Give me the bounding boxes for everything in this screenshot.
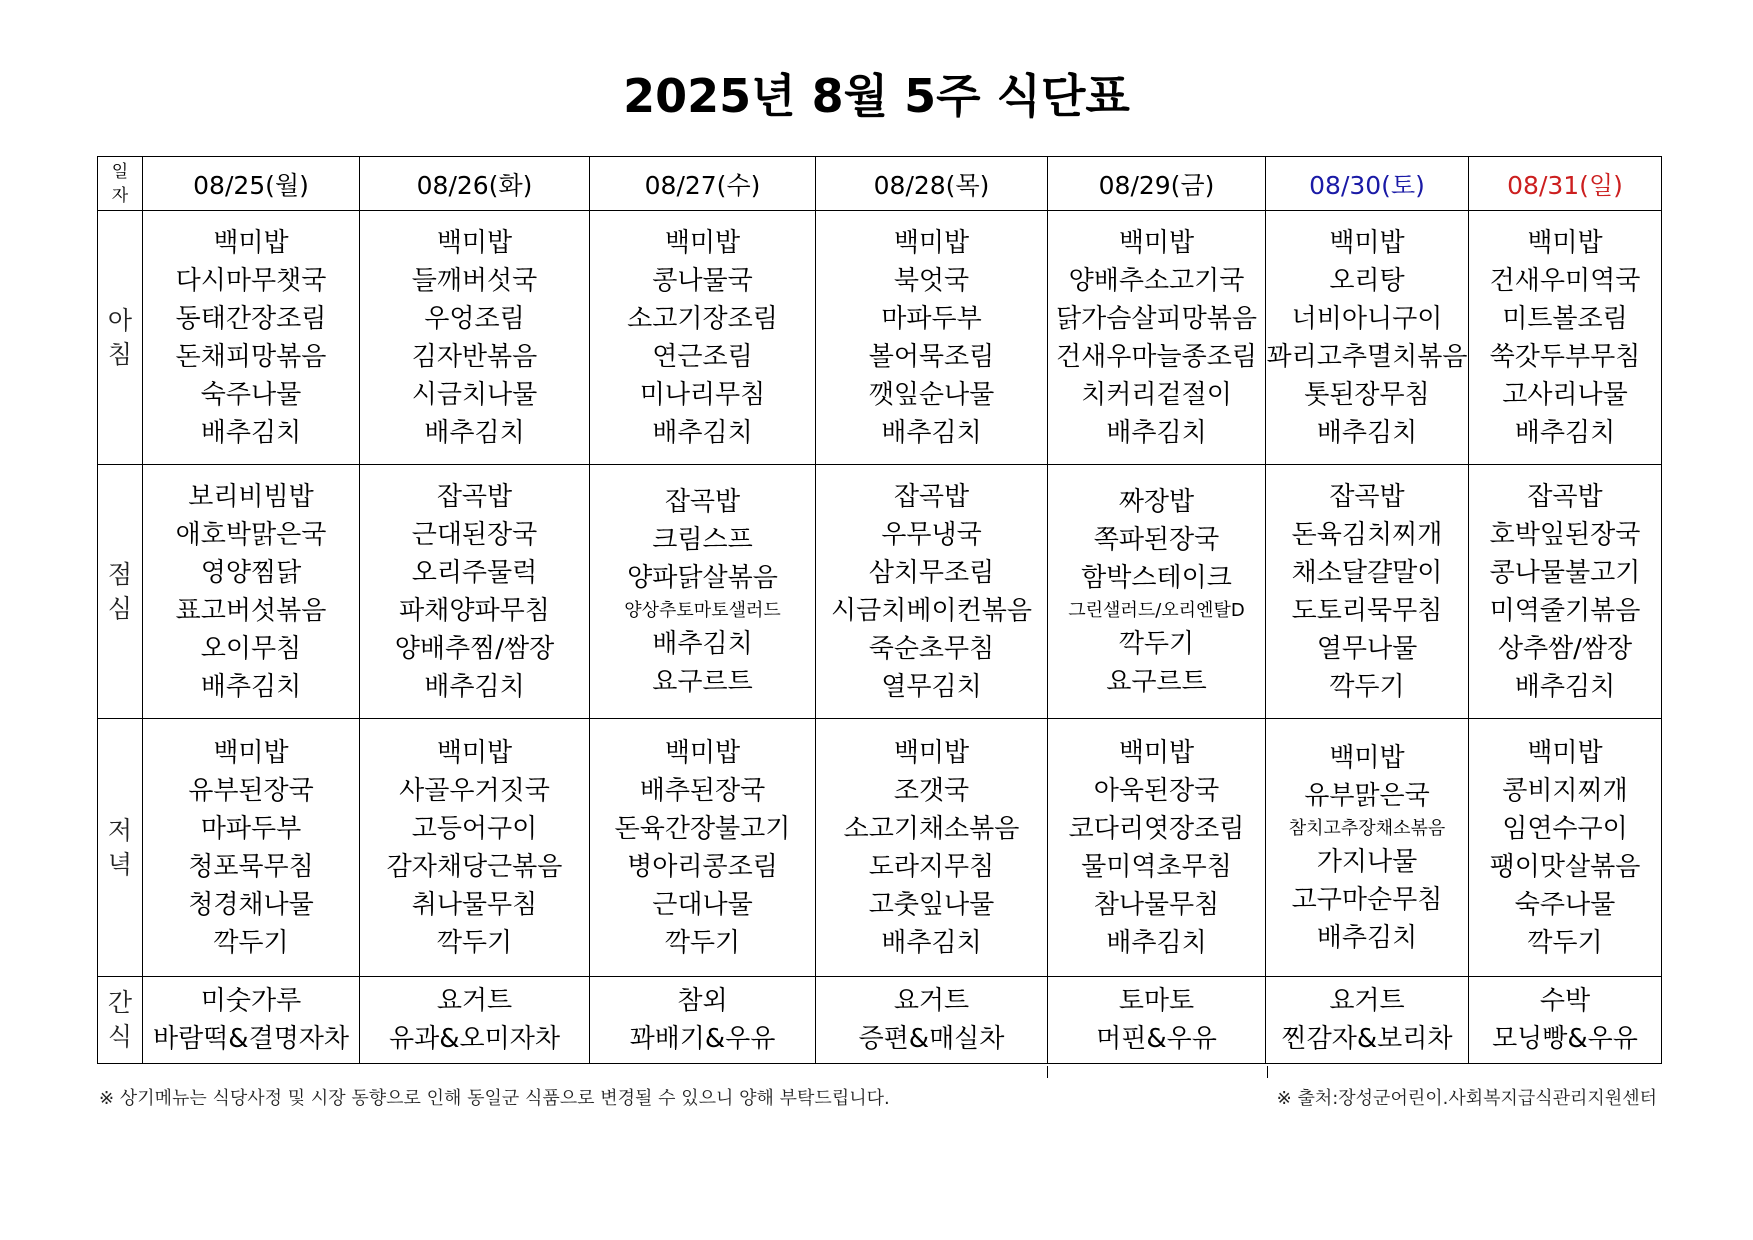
dish-item: 볼어묵조림 xyxy=(868,341,995,372)
snack-dish-list xyxy=(816,982,1047,1058)
dish-item: 마파두부 xyxy=(200,813,302,844)
dish-item: 참치고추장채소볶음 xyxy=(1288,817,1446,839)
dish-item: 동태간장조림 xyxy=(175,303,327,334)
lunch-cell-fri xyxy=(1048,465,1266,719)
dinner-dish-list xyxy=(816,734,1047,962)
dish-item: 참나물무침 xyxy=(1093,889,1220,920)
breakfast-dish-list xyxy=(143,224,359,452)
dish-item: 백미밥 xyxy=(1329,227,1405,258)
dish-item: 깻잎순나물 xyxy=(868,379,995,410)
dish-item: 고등어구이 xyxy=(411,813,538,844)
breakfast-dish-list xyxy=(816,224,1047,452)
dish-item: 물미역초무침 xyxy=(1081,851,1232,882)
breakfast-cell-sun xyxy=(1469,211,1662,465)
table-edge-tick xyxy=(1047,1066,1048,1078)
snack-item: 요거트 xyxy=(1329,986,1405,1016)
breakfast-label xyxy=(98,211,143,465)
dish-item: 소고기장조림 xyxy=(627,303,778,334)
dish-item: 콩나물불고기 xyxy=(1489,557,1641,588)
page-title: 2025년 8월 5주 식단표 xyxy=(623,69,1130,123)
dish-item: 돈육간장불고기 xyxy=(614,813,791,844)
snack-item: 모닝빵&우유 xyxy=(1492,1024,1638,1054)
snack-dish-list xyxy=(590,982,815,1058)
dish-item: 배추김치 xyxy=(652,417,753,448)
dish-item: 백미밥 xyxy=(1329,742,1405,773)
dish-item: 닭가슴살피망볶음 xyxy=(1056,303,1257,334)
lunch-cell-sat xyxy=(1266,465,1469,719)
dish-item: 백미밥 xyxy=(213,227,289,258)
dish-item: 표고버섯볶음 xyxy=(175,595,327,626)
dish-item: 시금치나물 xyxy=(411,379,538,410)
lunch-dish-list xyxy=(143,478,359,706)
dish-item: 미역줄기볶음 xyxy=(1489,595,1641,626)
dinner-dish-list xyxy=(1266,739,1468,957)
dish-item: 배추김치 xyxy=(1316,417,1418,448)
lunch-label-char: 심 xyxy=(107,593,133,623)
dish-item: 배추김치 xyxy=(200,417,302,448)
dish-item: 깍두기 xyxy=(664,927,741,958)
dish-item: 잡곡밥 xyxy=(893,481,970,512)
dish-item: 삼치무조림 xyxy=(868,557,995,588)
snack-cell-thu xyxy=(816,977,1048,1064)
dish-item: 호박잎된장국 xyxy=(1489,519,1641,550)
dinner-row xyxy=(98,719,1662,977)
dinner-dish-list xyxy=(1469,734,1661,962)
dish-item: 깍두기 xyxy=(1329,671,1405,702)
snack-label xyxy=(98,977,143,1064)
dish-item: 잡곡밥 xyxy=(664,486,741,517)
dish-item: 유부된장국 xyxy=(188,775,314,806)
dish-item: 오이무침 xyxy=(200,633,302,664)
snack-cell-sat xyxy=(1266,977,1469,1064)
breakfast-label-char: 침 xyxy=(107,339,133,369)
dinner-cell-sun xyxy=(1469,719,1662,977)
snack-item: 유과&오미자차 xyxy=(389,1024,560,1054)
dish-item: 백미밥 xyxy=(1118,737,1195,768)
lunch-cell-thu xyxy=(816,465,1048,719)
breakfast-label-char: 아 xyxy=(107,305,133,335)
dish-item: 그린샐러드/오리엔탈D xyxy=(1068,599,1245,621)
dish-item: 쑥갓두부무침 xyxy=(1489,341,1641,372)
lunch-dish-list xyxy=(360,478,589,706)
dish-item: 코다리엿장조림 xyxy=(1068,813,1245,844)
lunch-cell-sun xyxy=(1469,465,1662,719)
breakfast-cell-sat xyxy=(1266,211,1469,465)
table-edge-tick xyxy=(1267,1066,1268,1078)
snack-item: 요거트 xyxy=(436,986,513,1016)
dish-item: 깍두기 xyxy=(1118,628,1195,659)
dish-item: 배추김치 xyxy=(1514,417,1616,448)
dish-item: 건새우미역국 xyxy=(1489,265,1641,296)
lunch-dish-list xyxy=(1266,478,1468,706)
dish-item: 백미밥 xyxy=(1527,737,1603,768)
snack-item: 토마토 xyxy=(1118,986,1195,1016)
dish-item: 고사리나물 xyxy=(1502,379,1628,410)
snack-dish-list xyxy=(360,982,589,1058)
dish-item: 백미밥 xyxy=(664,737,741,768)
dish-item: 요구르트 xyxy=(652,666,753,697)
snack-cell-tue xyxy=(360,977,590,1064)
date-header-sat: 08/30(토) xyxy=(1266,157,1469,211)
dish-item: 오리탕 xyxy=(1329,265,1405,296)
dish-item: 파채양파무침 xyxy=(399,595,550,626)
snack-item: 꽈배기&우유 xyxy=(629,1024,776,1054)
breakfast-cell-fri xyxy=(1048,211,1266,465)
dish-item: 고구마순무침 xyxy=(1291,884,1443,915)
meal-plan-table xyxy=(97,156,1662,1064)
dish-item: 미트볼조림 xyxy=(1502,303,1628,334)
dish-item: 열무나물 xyxy=(1316,633,1418,664)
dish-item: 백미밥 xyxy=(1527,227,1603,258)
lunch-dish-list xyxy=(816,478,1047,706)
corner-char-2: 자 xyxy=(111,185,129,206)
dish-item: 근대나물 xyxy=(652,889,753,920)
dish-item: 깍두기 xyxy=(436,927,513,958)
dish-item: 톳된장무침 xyxy=(1304,379,1430,410)
dish-item: 도토리묵무침 xyxy=(1291,595,1443,626)
dish-item: 양배추소고기국 xyxy=(1068,265,1245,296)
dish-item: 배추김치 xyxy=(1106,927,1207,958)
dish-item: 가지나물 xyxy=(1316,846,1418,877)
dish-item: 돈채피망볶음 xyxy=(175,341,327,372)
dish-item: 죽순초무침 xyxy=(868,633,995,664)
dish-item: 함박스테이크 xyxy=(1081,562,1232,593)
dish-item: 취나물무침 xyxy=(411,889,538,920)
dish-item: 사골우거짓국 xyxy=(399,775,550,806)
breakfast-dish-list xyxy=(590,224,815,452)
snack-item: 요거트 xyxy=(893,986,970,1016)
dish-item: 백미밥 xyxy=(893,227,970,258)
dish-item: 청포묵무침 xyxy=(188,851,314,882)
dish-item: 잡곡밥 xyxy=(1329,481,1405,512)
dish-item: 양상추토마토샐러드 xyxy=(624,599,781,621)
snack-item: 증편&매실차 xyxy=(858,1024,1005,1054)
header-row xyxy=(98,157,1662,211)
date-header-wed: 08/27(수) xyxy=(590,157,816,211)
dish-item: 백미밥 xyxy=(664,227,741,258)
dish-item: 팽이맛살볶음 xyxy=(1489,851,1641,882)
dinner-cell-thu xyxy=(816,719,1048,977)
dish-item: 치커리겉절이 xyxy=(1081,379,1232,410)
dish-item: 배추김치 xyxy=(1316,922,1418,953)
lunch-cell-tue xyxy=(360,465,590,719)
breakfast-cell-thu xyxy=(816,211,1048,465)
dish-item: 너비아니구이 xyxy=(1291,303,1443,334)
dish-item: 연근조림 xyxy=(652,341,753,372)
dinner-label xyxy=(98,719,143,977)
dish-item: 깍두기 xyxy=(1527,927,1603,958)
snack-item: 참외 xyxy=(677,986,728,1016)
dish-item: 미나리무침 xyxy=(639,379,766,410)
lunch-dish-list xyxy=(1469,478,1661,706)
dish-item: 열무김치 xyxy=(881,671,982,702)
dinner-cell-tue xyxy=(360,719,590,977)
lunch-cell-wed xyxy=(590,465,816,719)
snack-item: 수박 xyxy=(1539,986,1591,1016)
dish-item: 근대된장국 xyxy=(411,519,538,550)
snack-row xyxy=(98,977,1662,1064)
dish-item: 크림스프 xyxy=(652,524,753,555)
dish-item: 건새우마늘종조림 xyxy=(1056,341,1257,372)
breakfast-cell-wed xyxy=(590,211,816,465)
breakfast-row xyxy=(98,211,1662,465)
dish-item: 백미밥 xyxy=(436,227,513,258)
lunch-cell-mon xyxy=(143,465,360,719)
dish-item: 청경채나물 xyxy=(188,889,314,920)
dish-item: 영양찜닭 xyxy=(200,557,302,588)
dish-item: 애호박맑은국 xyxy=(175,519,327,550)
dish-item: 쪽파된장국 xyxy=(1093,524,1220,555)
dinner-cell-mon xyxy=(143,719,360,977)
dish-item: 시금치베이컨볶음 xyxy=(831,595,1032,626)
dish-item: 도라지무침 xyxy=(868,851,995,882)
date-header-thu: 08/28(목) xyxy=(816,157,1048,211)
date-header-sun: 08/31(일) xyxy=(1469,157,1662,211)
menu-change-notice: ※ 상기메뉴는 식당사정 및 시장 동향으로 인해 동일군 식품으로 변경될 수 있으니 양해 부탁드립니다. xyxy=(99,1088,890,1109)
dish-item: 배추김치 xyxy=(881,417,982,448)
dish-item: 아욱된장국 xyxy=(1093,775,1220,806)
dish-item: 배추김치 xyxy=(424,671,525,702)
dish-item: 짜장밥 xyxy=(1118,486,1195,517)
dish-item: 숙주나물 xyxy=(1514,889,1616,920)
snack-label-char: 식 xyxy=(107,1022,133,1051)
snack-dish-list xyxy=(1048,982,1265,1058)
dish-item: 김자반볶음 xyxy=(411,341,538,372)
dish-item: 배추김치 xyxy=(1106,417,1207,448)
dish-item: 콩나물국 xyxy=(652,265,753,296)
dish-item: 다시마무챗국 xyxy=(175,265,327,296)
source-note: ※ 출처:장성군어린이.사회복지급식관리지원센터 xyxy=(1276,1088,1657,1109)
dish-item: 깍두기 xyxy=(213,927,289,958)
date-header-tue: 08/26(화) xyxy=(360,157,590,211)
date-header-fri: 08/29(금) xyxy=(1048,157,1266,211)
snack-item: 미숫가루 xyxy=(200,986,302,1016)
lunch-label xyxy=(98,465,143,719)
snack-label-char: 간 xyxy=(107,988,133,1017)
dish-item: 숙주나물 xyxy=(200,379,302,410)
dinner-dish-list xyxy=(590,734,815,962)
lunch-row xyxy=(98,465,1662,719)
snack-item: 찐감자&보리차 xyxy=(1281,1024,1453,1054)
snack-cell-fri xyxy=(1048,977,1266,1064)
dish-item: 배추김치 xyxy=(1514,671,1616,702)
dish-item: 양배추찜/쌈장 xyxy=(394,633,555,664)
dish-item: 우엉조림 xyxy=(424,303,525,334)
breakfast-dish-list xyxy=(1469,224,1661,452)
dish-item: 마파두부 xyxy=(881,303,982,334)
breakfast-cell-mon xyxy=(143,211,360,465)
lunch-label-char: 점 xyxy=(107,559,133,589)
dish-item: 콩비지찌개 xyxy=(1502,775,1628,806)
snack-cell-sun xyxy=(1469,977,1662,1064)
dish-item: 북엇국 xyxy=(893,265,970,296)
dish-item: 고춧잎나물 xyxy=(868,889,995,920)
lunch-dish-list xyxy=(590,483,815,701)
dish-item: 돈육김치찌개 xyxy=(1291,519,1443,550)
breakfast-dish-list xyxy=(1048,224,1265,452)
dish-item: 잡곡밥 xyxy=(1527,481,1603,512)
snack-cell-mon xyxy=(143,977,360,1064)
dinner-dish-list xyxy=(143,734,359,962)
dish-item: 요구르트 xyxy=(1106,666,1207,697)
dish-item: 잡곡밥 xyxy=(436,481,513,512)
snack-dish-list xyxy=(1469,982,1661,1058)
dish-item: 배추김치 xyxy=(652,628,753,659)
dish-item: 보리비빔밥 xyxy=(188,481,314,512)
breakfast-dish-list xyxy=(1266,224,1468,452)
dish-item: 백미밥 xyxy=(893,737,970,768)
dish-item: 상추쌈/쌈장 xyxy=(1497,633,1633,664)
dish-item: 들깨버섯국 xyxy=(411,265,538,296)
dish-item: 임연수구이 xyxy=(1502,813,1628,844)
dish-item: 백미밥 xyxy=(1118,227,1195,258)
snack-item: 바람떡&결명자차 xyxy=(152,1024,350,1054)
dinner-dish-list xyxy=(360,734,589,962)
dish-item: 감자채당근볶음 xyxy=(386,851,563,882)
dish-item: 채소달걀말이 xyxy=(1291,557,1443,588)
dish-item: 배추김치 xyxy=(200,671,302,702)
dinner-cell-wed xyxy=(590,719,816,977)
dinner-dish-list xyxy=(1048,734,1265,962)
dish-item: 소고기채소볶음 xyxy=(843,813,1020,844)
dinner-cell-sat xyxy=(1266,719,1469,977)
breakfast-dish-list xyxy=(360,224,589,452)
snack-cell-wed xyxy=(590,977,816,1064)
dish-item: 꽈리고추멸치볶음 xyxy=(1266,341,1468,372)
dish-item: 병아리콩조림 xyxy=(627,851,778,882)
dish-item: 배추된장국 xyxy=(639,775,766,806)
corner-char-1: 일 xyxy=(111,161,129,182)
dinner-cell-fri xyxy=(1048,719,1266,977)
snack-dish-list xyxy=(1266,982,1468,1058)
dish-item: 조갯국 xyxy=(893,775,970,806)
dinner-label-char: 녁 xyxy=(107,849,133,879)
snack-dish-list xyxy=(143,982,359,1058)
lunch-dish-list xyxy=(1048,483,1265,701)
dish-item: 양파닭살볶음 xyxy=(627,562,778,593)
date-corner-label xyxy=(98,157,143,211)
breakfast-cell-tue xyxy=(360,211,590,465)
dish-item: 배추김치 xyxy=(424,417,525,448)
snack-item: 머핀&우유 xyxy=(1096,1024,1217,1054)
dish-item: 배추김치 xyxy=(881,927,982,958)
dish-item: 백미밥 xyxy=(213,737,289,768)
dish-item: 우무냉국 xyxy=(881,519,982,550)
dish-item: 유부맑은국 xyxy=(1304,780,1430,811)
date-header-mon: 08/25(월) xyxy=(143,157,360,211)
dish-item: 백미밥 xyxy=(436,737,513,768)
dinner-label-char: 저 xyxy=(107,815,133,845)
dish-item: 오리주물럭 xyxy=(411,557,538,588)
